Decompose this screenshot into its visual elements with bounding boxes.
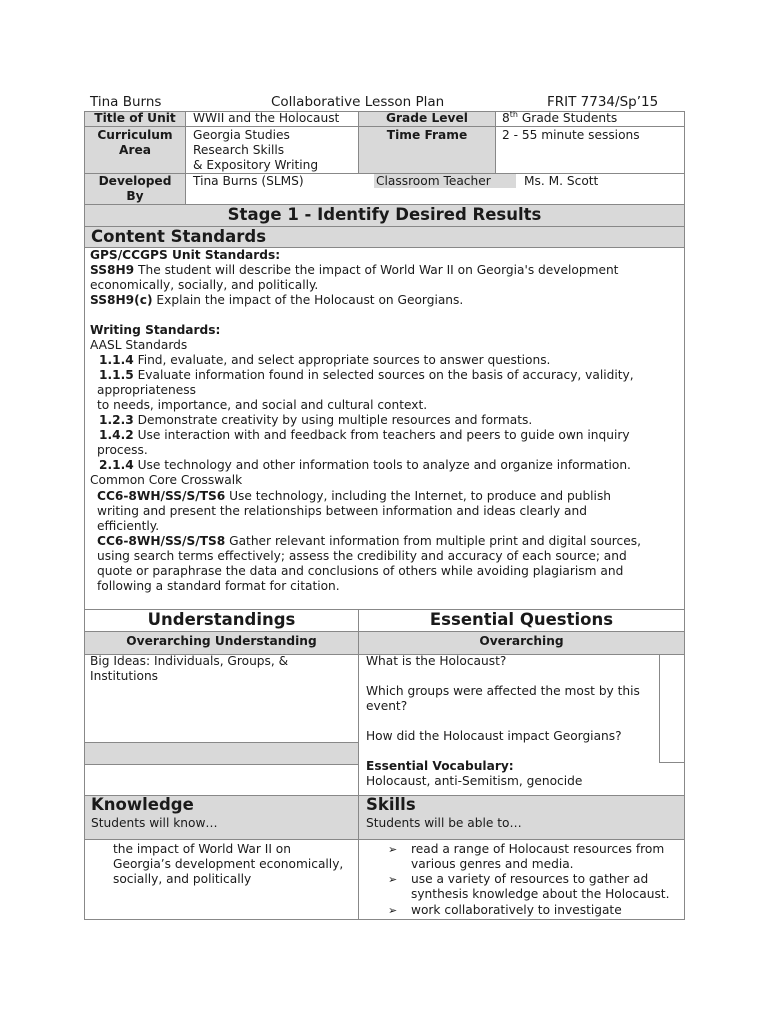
grade-level-value: 8th Grade Students bbox=[502, 109, 618, 125]
arrow-bullet-icon: ➢ bbox=[388, 843, 398, 856]
knowledge-line-1: the impact of World War II on bbox=[113, 842, 291, 856]
skill-2-line-1: use a variety of resources to gather ad bbox=[411, 872, 649, 886]
curriculum-value-1: Georgia Studies bbox=[193, 128, 290, 142]
classroom-teacher-value: Ms. M. Scott bbox=[524, 174, 599, 188]
ts8-line-2: using search terms effectively; assess the credibility and accuracy of each source; and bbox=[97, 549, 627, 563]
standard-1-4-2-line-2: process. bbox=[97, 443, 148, 457]
knowledge-line-2: Georgia’s development economically, bbox=[113, 857, 344, 871]
question-2-line-1: Which groups were affected the most by this bbox=[366, 684, 640, 698]
course-code: FRIT 7734/Sp’15 bbox=[547, 94, 659, 110]
ts8-line-4: following a standard format for citation. bbox=[97, 579, 340, 593]
curriculum-label-2: Area bbox=[119, 143, 151, 157]
ss8h9-line-1: SS8H9 The student will describe the impact of World War II on Georgia's development bbox=[90, 263, 619, 277]
title-of-unit-value: WWII and the Holocaust bbox=[193, 111, 340, 125]
question-1: What is the Holocaust? bbox=[366, 654, 507, 668]
understandings-empty-cell bbox=[84, 764, 359, 796]
writing-heading: Writing Standards: bbox=[90, 323, 221, 337]
standard-1-1-5-line-1: 1.1.5 Evaluate information found in selected sources on the basis of accuracy, validity, bbox=[99, 368, 634, 382]
overarching-understanding-label: Overarching Understanding bbox=[126, 634, 317, 648]
vocabulary-heading: Essential Vocabulary: bbox=[366, 759, 514, 773]
vocabulary-text: Holocaust, anti-Semitism, genocide bbox=[366, 774, 583, 788]
question-2-line-2: event? bbox=[366, 699, 408, 713]
stage1-title: Stage 1 - Identify Desired Results bbox=[227, 205, 542, 224]
curriculum-value-2: Research Skills bbox=[193, 143, 285, 157]
skill-1-line-2: various genres and media. bbox=[411, 857, 574, 871]
big-ideas-line-2: Institutions bbox=[90, 669, 159, 683]
questions-inner-divider-bottom bbox=[659, 762, 685, 763]
skill-1-line-1: read a range of Holocaust resources from bbox=[411, 842, 665, 856]
knowledge-subtitle: Students will know… bbox=[91, 816, 218, 830]
skills-subtitle: Students will be able to… bbox=[366, 816, 522, 830]
ts8-line-1: CC6-8WH/SS/S/TS8 Gather relevant information from multiple print and digital sources, bbox=[97, 534, 641, 548]
essential-questions-title: Essential Questions bbox=[429, 610, 614, 629]
standard-1-1-5-line-2: appropriateness bbox=[97, 383, 196, 397]
gps-heading: GPS/CCGPS Unit Standards: bbox=[90, 248, 281, 262]
time-frame-value: 2 - 55 minute sessions bbox=[502, 128, 640, 142]
skill-3-line-1: work collaboratively to investigate bbox=[411, 903, 622, 917]
developed-by-value: Tina Burns (SLMS) bbox=[193, 174, 304, 188]
big-ideas-line-1: Big Ideas: Individuals, Groups, & bbox=[90, 654, 289, 668]
understandings-title: Understandings bbox=[147, 610, 296, 629]
time-frame-label: Time Frame bbox=[386, 128, 468, 142]
standard-2-1-4: 2.1.4 Use technology and other information tools to analyze and organize information. bbox=[99, 458, 631, 472]
understandings-empty-shaded-cell bbox=[84, 742, 359, 765]
ts6-line-2: writing and present the relationships between information and ideas clearly and bbox=[97, 504, 587, 518]
grade-level-label: Grade Level bbox=[386, 111, 468, 125]
arrow-bullet-icon: ➢ bbox=[388, 873, 398, 886]
arrow-bullet-icon: ➢ bbox=[388, 904, 398, 917]
ts8-line-3: quote or paraphrase the data and conclusions of others while avoiding plagiarism and bbox=[97, 564, 624, 578]
developed-by-label-2: By bbox=[126, 189, 144, 203]
overarching-label: Overarching bbox=[479, 634, 564, 648]
standard-1-4-2-line-1: 1.4.2 Use interaction with and feedback from teachers and peers to guide own inquiry bbox=[99, 428, 630, 442]
classroom-teacher-label: Classroom Teacher bbox=[376, 174, 491, 188]
curriculum-label-1: Curriculum bbox=[97, 128, 173, 142]
standard-1-2-3: 1.2.3 Demonstrate creativity by using multiple resources and formats. bbox=[99, 413, 533, 427]
document-header bbox=[90, 94, 684, 110]
questions-inner-divider bbox=[659, 654, 660, 763]
author-name: Tina Burns bbox=[90, 94, 162, 110]
skill-2-line-2: synthesis knowledge about the Holocaust. bbox=[411, 887, 670, 901]
aasl-heading: AASL Standards bbox=[90, 338, 188, 352]
ss8h9c-line: SS8H9(c) Explain the impact of the Holocaust on Georgians. bbox=[90, 293, 464, 307]
knowledge-line-3: socially, and politically bbox=[113, 872, 252, 886]
skills-title: Skills bbox=[366, 795, 416, 814]
ss8h9-line-2: economically, socially, and politically. bbox=[90, 278, 319, 292]
common-core-heading: Common Core Crosswalk bbox=[90, 473, 243, 487]
question-3: How did the Holocaust impact Georgians? bbox=[366, 729, 622, 743]
standard-1-1-5-line-3: to needs, importance, and social and cultural context. bbox=[97, 398, 428, 412]
document-title: Collaborative Lesson Plan bbox=[271, 94, 445, 110]
ts6-line-1: CC6-8WH/SS/S/TS6 Use technology, including the Internet, to produce and publish bbox=[97, 489, 612, 503]
knowledge-title: Knowledge bbox=[91, 795, 194, 814]
content-standards-title: Content Standards bbox=[91, 227, 267, 246]
title-of-unit-label: Title of Unit bbox=[94, 111, 176, 125]
standard-1-1-4: 1.1.4 Find, evaluate, and select appropriate sources to answer questions. bbox=[99, 353, 551, 367]
curriculum-value-3: & Expository Writing bbox=[193, 158, 319, 172]
developed-by-label-1: Developed bbox=[98, 174, 172, 188]
ts6-line-3: efficiently. bbox=[97, 519, 160, 533]
